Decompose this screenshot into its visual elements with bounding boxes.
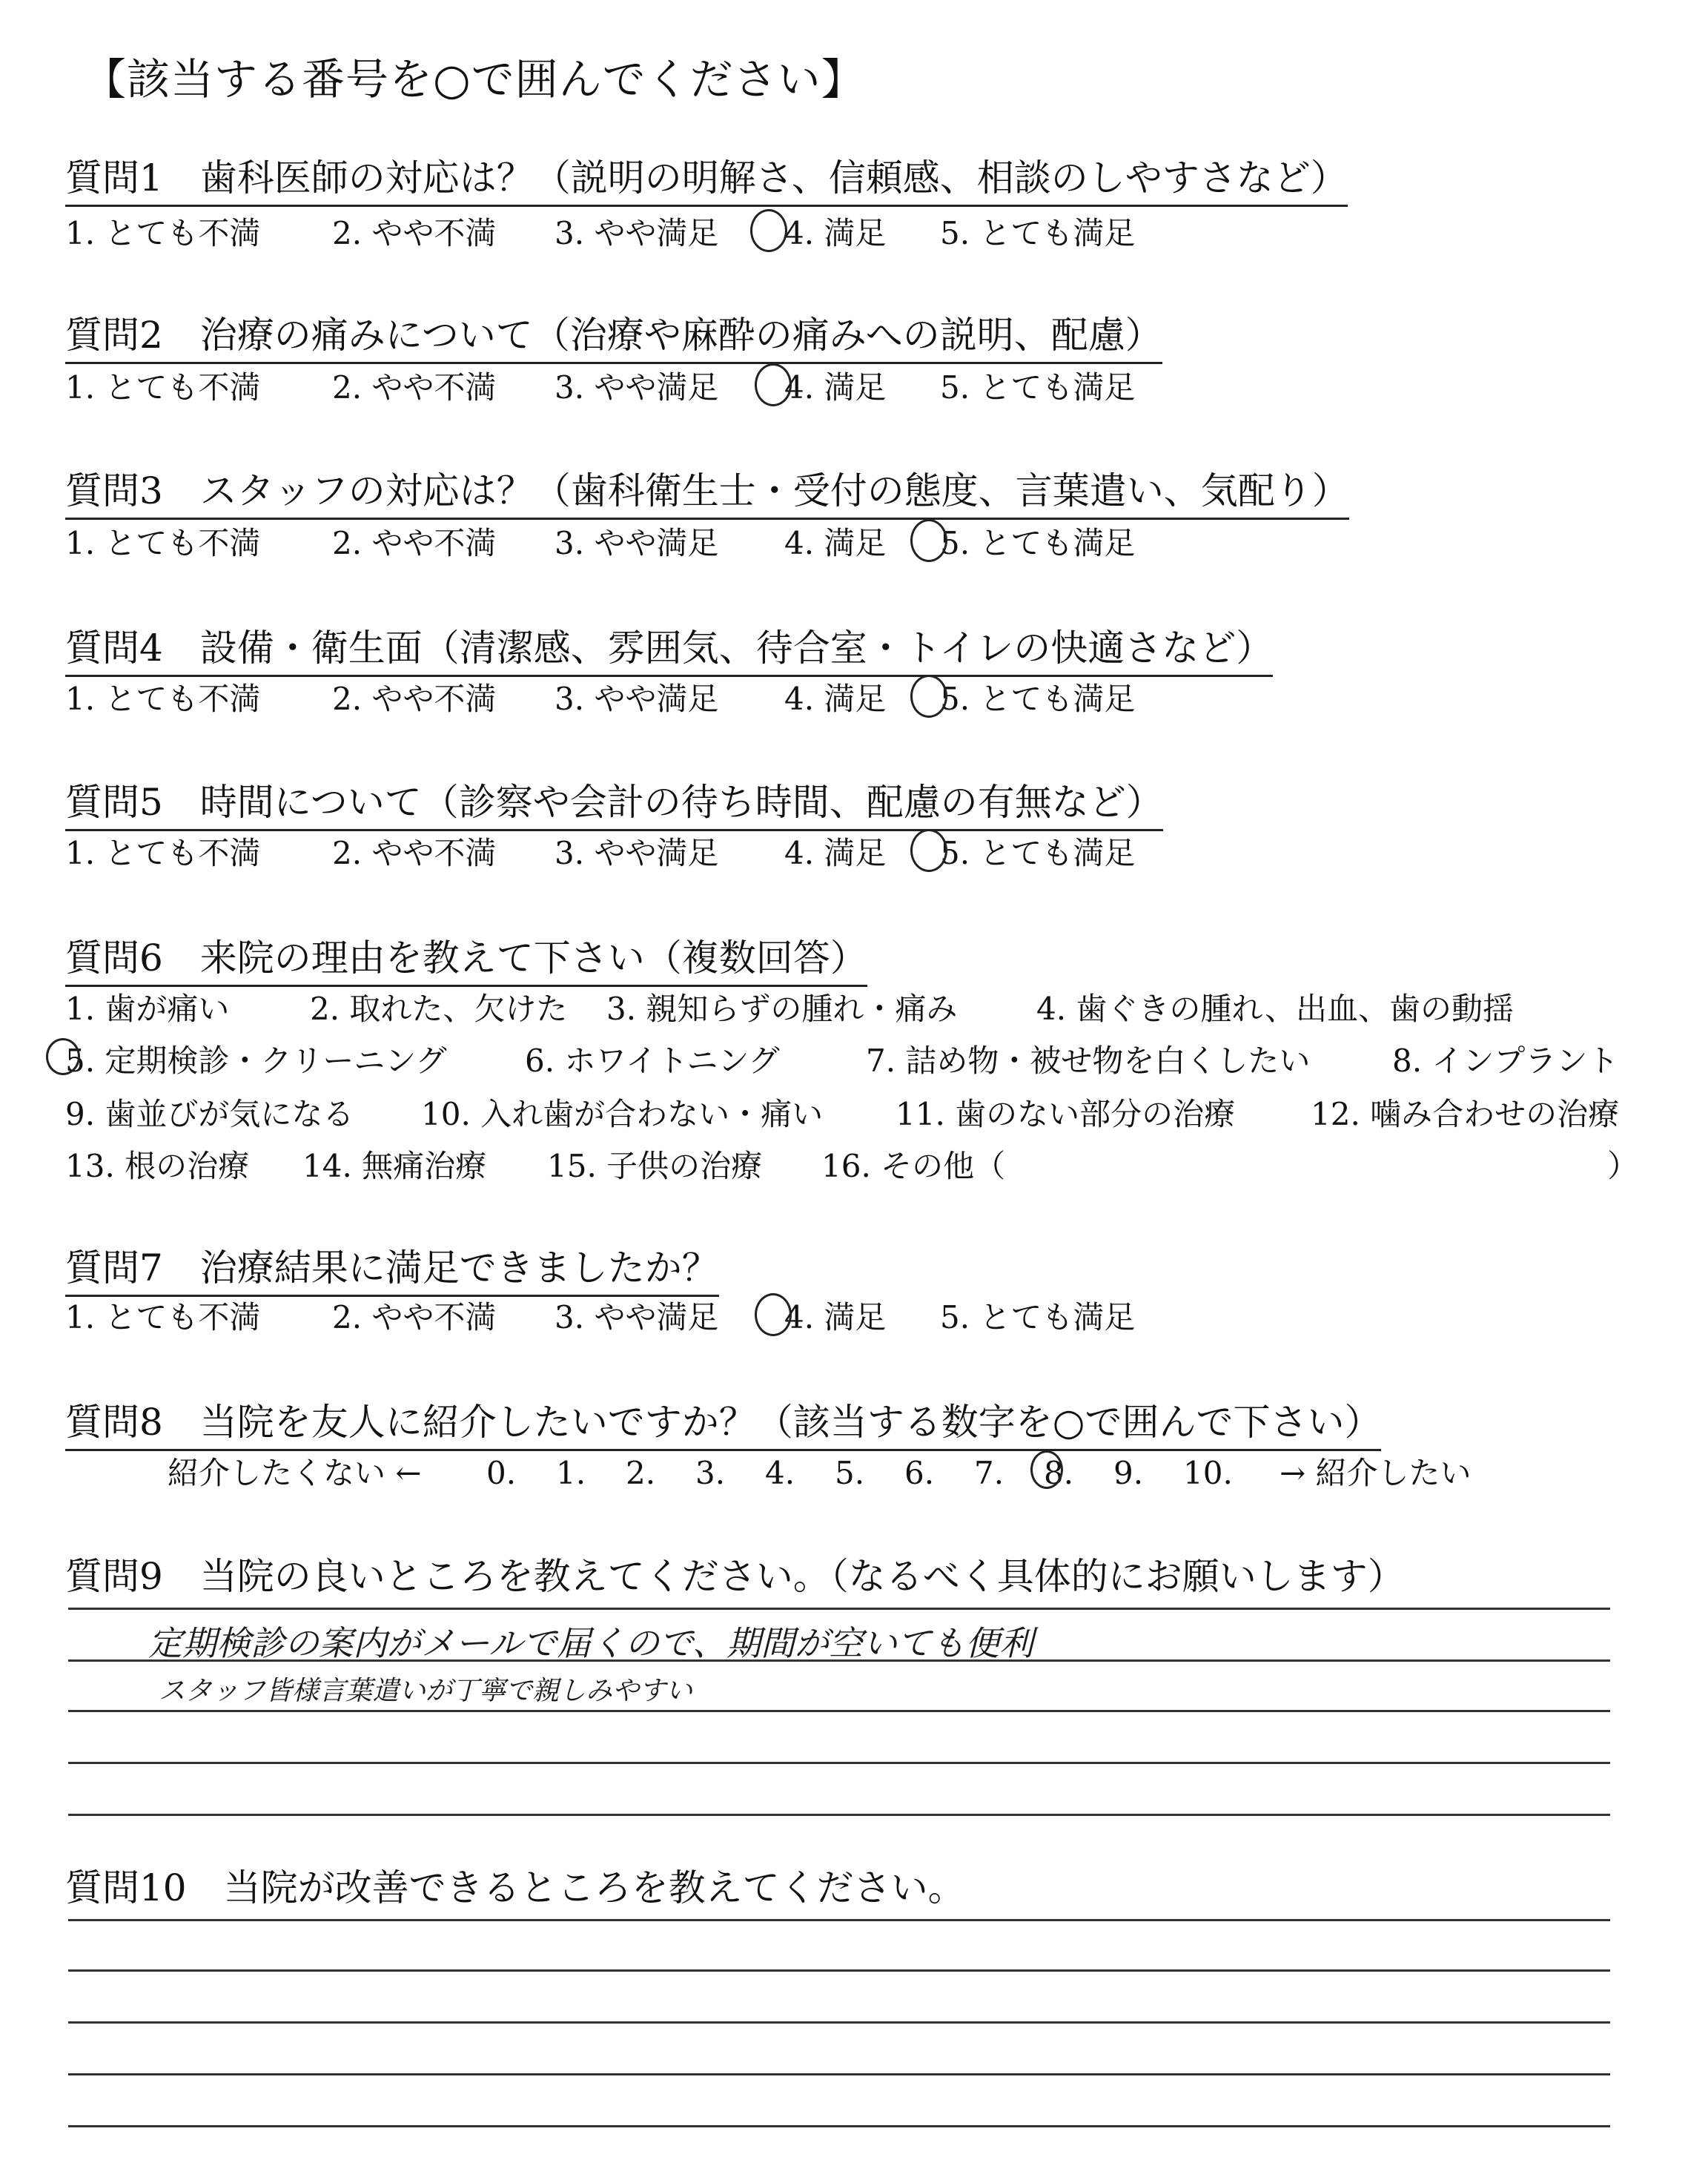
q3-selection-circle — [910, 519, 947, 562]
q5-options — [65, 829, 1135, 873]
q1-option-3[interactable]: 3. やや満足 — [555, 215, 719, 251]
q1-option-1[interactable]: 1. とても不満 — [65, 215, 261, 251]
q10-answer-line-2 — [68, 1969, 1610, 1972]
q5-option-4[interactable]: 4. 満足 — [784, 835, 887, 871]
q2-option-3[interactable]: 3. やや満足 — [555, 369, 719, 406]
q2-option-4[interactable]: 4. 満足 — [784, 369, 887, 406]
q2-option-1[interactable]: 1. とても不満 — [65, 369, 261, 406]
q5-selection-circle — [910, 829, 947, 872]
q5-option-5[interactable]: 5. とても満足 — [940, 835, 1136, 871]
q1-option-4[interactable]: 4. 満足 — [784, 215, 887, 251]
q1-option-5[interactable]: 5. とても満足 — [940, 215, 1136, 251]
q6-row-1 — [65, 985, 1514, 1029]
q3-options — [65, 519, 1135, 564]
q7-selection-circle — [755, 1293, 792, 1336]
q5-option-2[interactable]: 2. やや不満 — [332, 835, 497, 871]
q9-answer-line-3 — [68, 1710, 1610, 1712]
q6-row-3 — [65, 1090, 1619, 1135]
q7-options — [65, 1293, 1135, 1338]
q6-option-14[interactable]: 14. 無痛治療 — [302, 1148, 487, 1184]
q6-row-2 — [65, 1037, 1618, 1081]
q10-answer-line-4 — [68, 2073, 1610, 2075]
q7-option-4[interactable]: 4. 満足 — [784, 1299, 887, 1335]
q4-option-1[interactable]: 1. とても不満 — [65, 681, 261, 717]
q6-option-11[interactable]: 11. 歯のない部分の治療 — [896, 1096, 1236, 1132]
q3-option-3[interactable]: 3. やや満足 — [555, 525, 719, 561]
q3-option-2[interactable]: 2. やや不満 — [332, 525, 497, 561]
q6-heading: 質問6 来院の理由を教えて下さい（複数回答） — [65, 928, 867, 987]
q8-scale-7[interactable]: 7. — [974, 1455, 1004, 1491]
q6-row-4 — [65, 1142, 1005, 1186]
q8-scale-9[interactable]: 9. — [1113, 1455, 1144, 1491]
q4-selection-circle — [910, 675, 947, 718]
q8-scale-10[interactable]: 10. — [1183, 1455, 1233, 1491]
q7-option-1[interactable]: 1. とても不満 — [65, 1299, 261, 1335]
q8-scale-8[interactable]: 8. — [1044, 1455, 1074, 1491]
q3-option-1[interactable]: 1. とても不満 — [65, 525, 261, 561]
q8-scale-6[interactable]: 6. — [904, 1455, 935, 1491]
q10-answer-line-3 — [68, 2021, 1610, 2024]
q1-option-2[interactable]: 2. やや不満 — [332, 215, 497, 251]
q9-heading: 質問9 当院の良いところを教えてください。（なるべく具体的にお願いします） — [65, 1555, 1405, 1598]
q5-heading: 質問5 時間について（診察や会計の待ち時間、配慮の有無など） — [65, 773, 1163, 831]
q2-selection-circle — [755, 363, 792, 406]
q1-selection-circle — [750, 209, 787, 252]
q2-option-2[interactable]: 2. やや不満 — [332, 369, 497, 406]
q8-right-label: → 紹介したい — [1280, 1455, 1472, 1491]
q4-option-2[interactable]: 2. やや不満 — [332, 681, 497, 717]
q7-heading: 質問7 治療結果に満足できましたか？ — [65, 1238, 719, 1297]
q6-option-12[interactable]: 12. 噛み合わせの治療 — [1311, 1096, 1620, 1132]
q4-option-4[interactable]: 4. 満足 — [784, 681, 887, 717]
q6-option-2[interactable]: 2. 取れた、欠けた — [310, 991, 568, 1027]
q8-left-label: 紹介したくない ← — [168, 1455, 422, 1491]
q6-option-7[interactable]: 7. 詰め物・被せ物を白くしたい — [866, 1043, 1311, 1079]
q8-selection-circle — [1030, 1450, 1063, 1489]
q6-option-15[interactable]: 15. 子供の治療 — [547, 1148, 763, 1184]
q7-option-2[interactable]: 2. やや不満 — [332, 1299, 497, 1335]
q6-option-1[interactable]: 1. 歯が痛い — [65, 991, 230, 1027]
q2-option-5[interactable]: 5. とても満足 — [940, 369, 1136, 406]
q7-option-5[interactable]: 5. とても満足 — [940, 1299, 1136, 1335]
q10-heading: 質問10 当院が改善できるところを教えてください。 — [65, 1866, 965, 1909]
q1-heading: 質問1 歯科医師の対応は？（説明の明解さ、信頼感、相談のしやすさなど） — [65, 148, 1348, 207]
q1-options — [65, 209, 1135, 254]
q10-answer-line-5 — [68, 2125, 1610, 2127]
q6-option-10[interactable]: 10. 入れ歯が合わない・痛い — [421, 1096, 824, 1132]
q4-heading: 質問4 設備・衛生面（清潔感、雰囲気、待合室・トイレの快適さなど） — [65, 618, 1273, 677]
q4-options — [65, 675, 1135, 719]
q9-answer-line-4 — [68, 1762, 1610, 1764]
q8-scale-5[interactable]: 5. — [835, 1455, 865, 1491]
q6-selection-circle — [46, 1038, 80, 1075]
q9-answer-line-1 — [68, 1608, 1610, 1610]
q8-scale — [168, 1449, 1472, 1493]
q8-scale-1[interactable]: 1. — [556, 1455, 586, 1491]
q9-handwritten-answer-1: 定期検診の案内がメールで届くので、期間が空いても便利 — [148, 1623, 1034, 1663]
q8-scale-3[interactable]: 3. — [695, 1455, 726, 1491]
q6-other-close-paren: ） — [1607, 1148, 1639, 1184]
q5-option-3[interactable]: 3. やや満足 — [555, 835, 719, 871]
q6-option-8[interactable]: 8. インプラント — [1392, 1043, 1619, 1079]
q2-heading: 質問2 治療の痛みについて（治療や麻酔の痛みへの説明、配慮） — [65, 305, 1162, 364]
q7-option-3[interactable]: 3. やや満足 — [555, 1299, 719, 1335]
q9-answer-line-5 — [68, 1814, 1610, 1816]
q6-option-16[interactable]: 16. その他（ — [821, 1148, 1006, 1184]
q6-option-5[interactable]: 5. 定期検診・クリーニング — [65, 1043, 447, 1079]
q3-heading: 質問3 スタッフの対応は？（歯科衛生士・受付の態度、言葉遣い、気配り） — [65, 461, 1349, 520]
q9-handwritten-answer-2: スタッフ皆様言葉遣いが丁寧で親しみやすい — [159, 1676, 693, 1706]
q4-option-5[interactable]: 5. とても満足 — [940, 681, 1136, 717]
q6-option-13[interactable]: 13. 根の治療 — [65, 1148, 250, 1184]
page-title: 【該当する番号を○で囲んでください】 — [83, 54, 865, 105]
q6-option-3[interactable]: 3. 親知らずの腫れ・痛み — [606, 991, 958, 1027]
q10-answer-line-1 — [68, 1919, 1610, 1921]
q8-heading: 質問8 当院を友人に紹介したいですか？（該当する数字を○で囲んで下さい） — [65, 1393, 1381, 1451]
q2-options — [65, 363, 1135, 408]
q6-option-4[interactable]: 4. 歯ぐきの腫れ、出血、歯の動揺 — [1036, 991, 1514, 1027]
q3-option-4[interactable]: 4. 満足 — [784, 525, 887, 561]
q8-scale-2[interactable]: 2. — [626, 1455, 656, 1491]
q6-option-9[interactable]: 9. 歯並びが気になる — [65, 1096, 354, 1132]
q8-scale-0[interactable]: 0. — [486, 1455, 517, 1491]
q6-option-6[interactable]: 6. ホワイトニング — [525, 1043, 780, 1079]
q3-option-5[interactable]: 5. とても満足 — [940, 525, 1136, 561]
q4-option-3[interactable]: 3. やや満足 — [555, 681, 719, 717]
q5-option-1[interactable]: 1. とても不満 — [65, 835, 261, 871]
q8-scale-4[interactable]: 4. — [765, 1455, 795, 1491]
